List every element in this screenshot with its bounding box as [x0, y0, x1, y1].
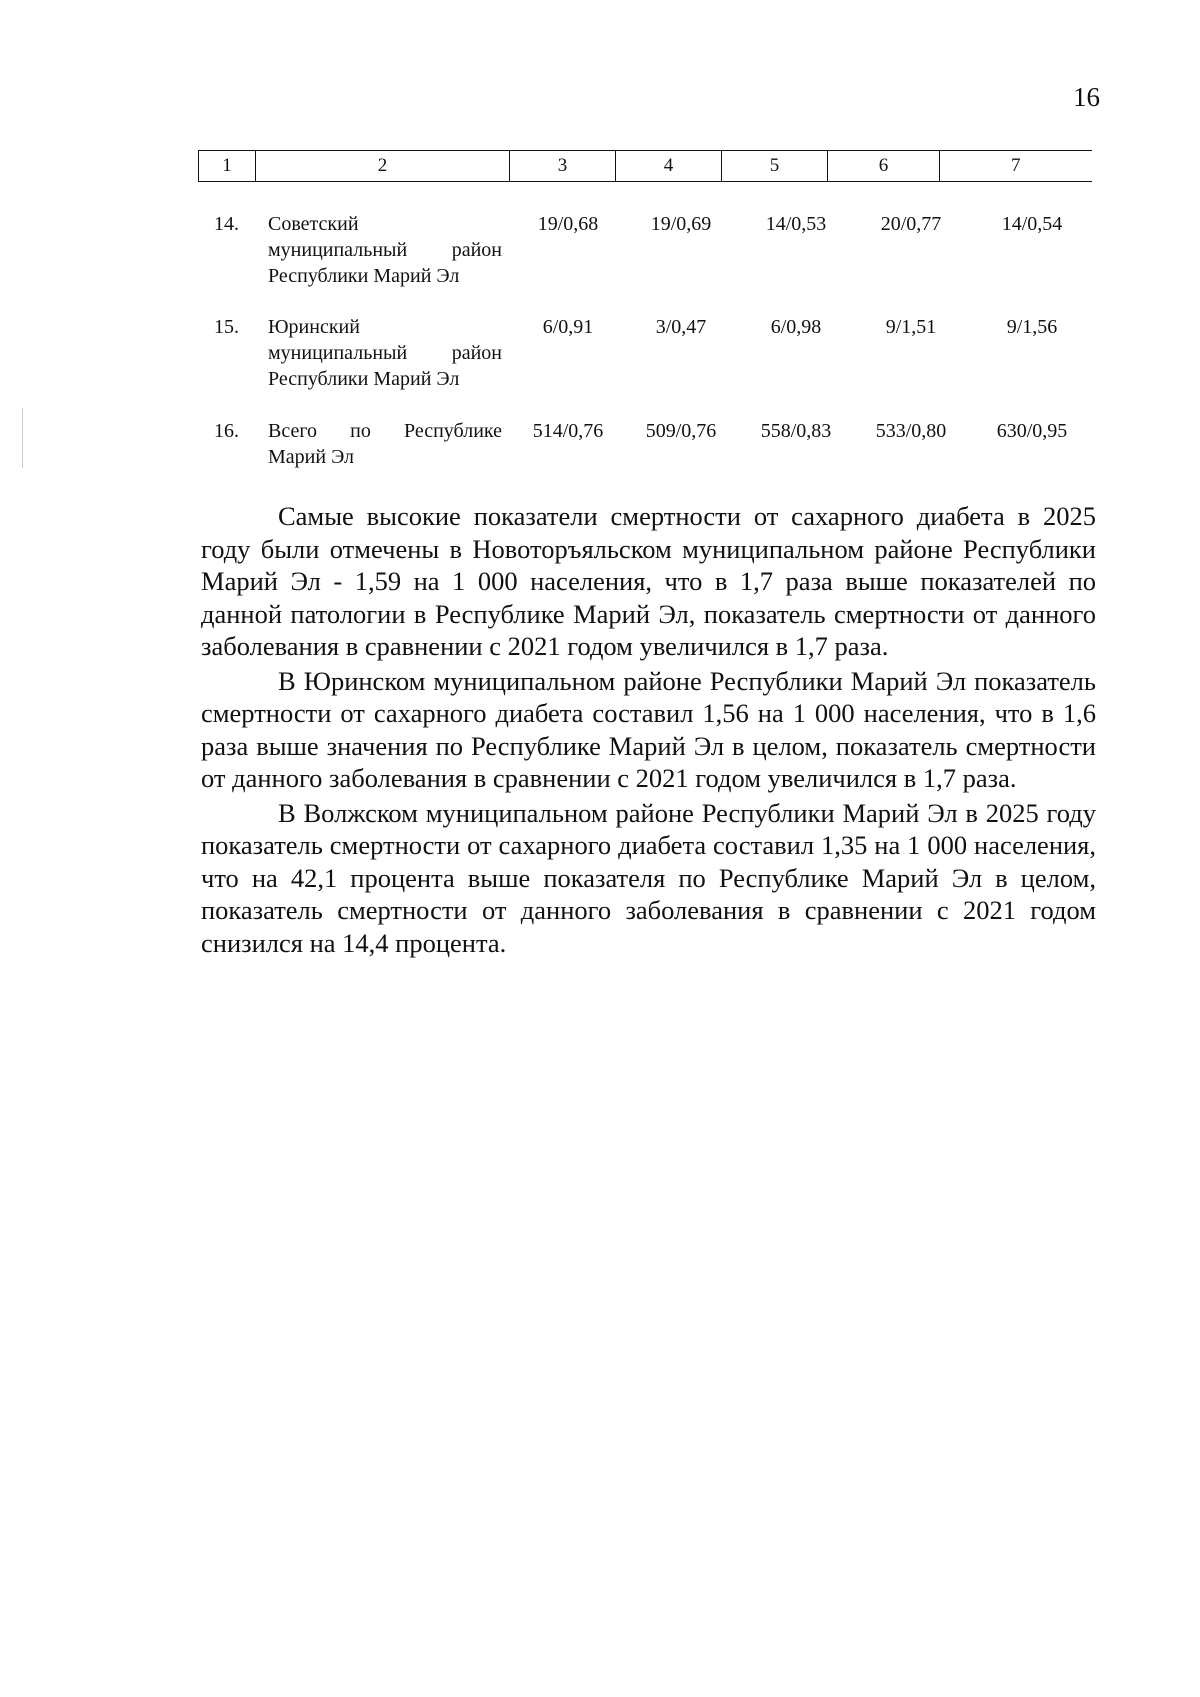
column-number-row	[199, 151, 1092, 182]
row-value-col6: 20/0,77	[880, 213, 942, 235]
row-value-col5: 6/0,98	[770, 316, 822, 338]
row-value-col7: 14/0,54	[1001, 213, 1063, 235]
row-value-col3: 514/0,76	[532, 420, 604, 442]
row-value-col5: 14/0,53	[765, 213, 827, 235]
row-value-col4: 19/0,69	[650, 213, 712, 235]
page-number: 16	[1073, 82, 1100, 112]
column-number-2: 2	[256, 151, 510, 182]
column-number-1: 1	[199, 151, 256, 182]
paragraph: В Волжском муниципальном районе Республики Марий Эл в 2025 году показатель смертности от сахарного диабета составил 1,35 на 1 000 населения, что на 42,1 процента выше показателя по Республике Марий Эл в целом, показатель смертности от данного заболевания в сравнении с 2021 годом снизился на 14,4 процента.	[201, 797, 1096, 958]
row-value-col7: 9/1,56	[1006, 316, 1058, 338]
paragraph: Самые высокие показатели смертности от сахарного диабета в 2025 году были отмечены в Новоторъяльском муниципальном районе Республики Марий Эл - 1,59 на 1 000 населения, что в 1,7 раза выше показателей по данной патологии в Республике Марий Эл, показатель смертности от данного заболевания в сравнении с 2021 годом увеличился в 1,7 раза.	[201, 501, 1096, 661]
column-number-5: 5	[722, 151, 828, 182]
column-number-6: 6	[828, 151, 940, 182]
column-number-3: 3	[510, 151, 616, 182]
row-value-col3: 6/0,91	[542, 316, 594, 338]
paragraph: В Юринском муниципальном районе Республики Марий Эл показатель смертности от сахарного диабета составил 1,56 на 1 000 населения, что в 1,6 раза выше значения по Республике Марий Эл в целом, показатель смертности от данного заболевания в сравнении с 2021 годом увеличился в 1,7 раза.	[201, 665, 1096, 793]
district-name-line: Советский	[268, 213, 359, 235]
row-district-name	[268, 211, 502, 289]
district-name-line: муниципальный район	[268, 239, 502, 261]
row-value-col3: 19/0,68	[537, 213, 599, 235]
row-district-name	[268, 314, 502, 392]
row-number: 15.	[214, 316, 239, 338]
row-value-col7: 630/0,95	[996, 420, 1068, 442]
row-value-col6: 9/1,51	[885, 316, 937, 338]
row-value-col4: 3/0,47	[655, 316, 707, 338]
body-text	[201, 500, 1096, 961]
district-name-line: Республики Марий Эл	[268, 265, 460, 287]
column-number-7: 7	[940, 151, 1092, 182]
scan-margin-mark	[22, 408, 23, 468]
district-name-line: Всего по Республике	[268, 420, 502, 442]
row-number: 14.	[214, 213, 239, 235]
district-name-line: Юринский	[268, 316, 360, 338]
column-number-4: 4	[616, 151, 722, 182]
district-name-line: Марий Эл	[268, 446, 354, 468]
row-value-col4: 509/0,76	[645, 420, 717, 442]
district-name-line: муниципальный район	[268, 342, 502, 364]
table-column-header	[198, 150, 1092, 182]
district-name-line: Республики Марий Эл	[268, 368, 460, 390]
row-number: 16.	[214, 420, 239, 442]
row-value-col6: 533/0,80	[875, 420, 947, 442]
row-value-col5: 558/0,83	[760, 420, 832, 442]
row-district-name	[268, 418, 502, 470]
